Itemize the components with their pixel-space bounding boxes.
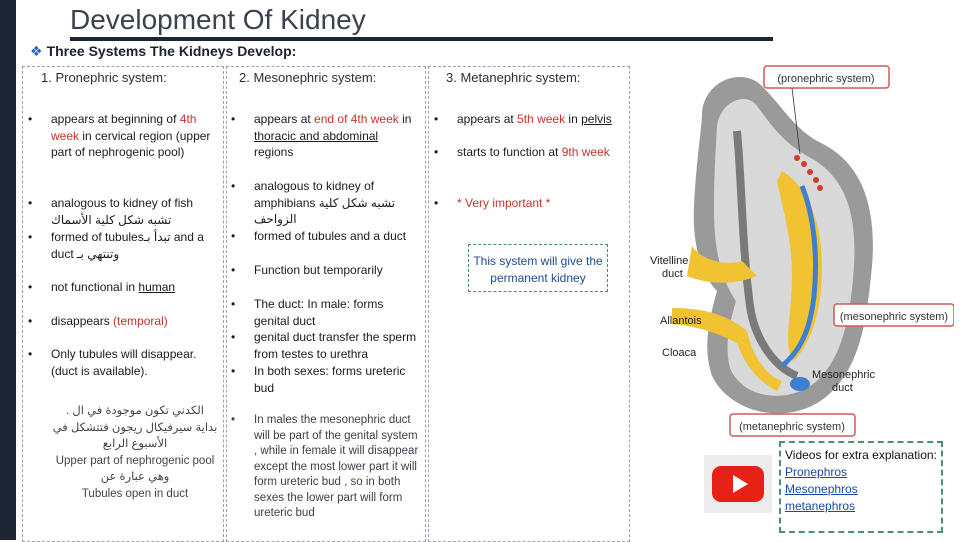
mesonephric-bullet-6: • genital duct transfer the sperm from testes to urethra [231, 330, 417, 361]
pronephric-bullet-4: • not functional in human [28, 280, 176, 294]
mesonephric-heading: 2. Mesonephric system: [239, 70, 377, 85]
pronephric-note: الكدني تكون موجودة في ال . بداية سيرفيكال ريجون فتتشكل في الأسبوع الرابع Upper part of nephrogenic pool وهي عبارة عن Tubules open in duct [52, 405, 218, 500]
subtitle-text: Three Systems The Kidneys Develop: [46, 43, 297, 59]
mesonephric-bullet-3: • formed of tubules and a duct [231, 229, 407, 243]
metanephros-video-link[interactable]: metanephros [785, 499, 856, 513]
bullet-dot: • [434, 196, 439, 210]
bullet-dot: • [231, 112, 236, 126]
bullet-dot: • [231, 297, 236, 311]
bullet-dot: • [231, 263, 236, 277]
bullet-dot: • [231, 364, 236, 378]
metanephric-bullet-3: • * Very important * [434, 196, 551, 210]
permanent-kidney-note: This system will give the permanent kidney [468, 244, 608, 292]
metanephric-label: (metanephric system) [739, 421, 845, 433]
page-subtitle [30, 42, 296, 60]
mesonephric-bullet-5: • The duct: In male: forms genital duct [231, 297, 384, 328]
bullet-dot: • [28, 230, 33, 244]
bullet-dot: • [28, 112, 33, 126]
bullet-dot: • [28, 347, 33, 361]
bullet-dot: • [28, 280, 33, 294]
pronephric-label: (pronephric system) [777, 73, 875, 85]
bullet-dot: • [28, 196, 33, 210]
pronephros-video-link[interactable]: Pronephros [785, 465, 848, 479]
pronephric-heading: 1. Pronephric system: [41, 70, 167, 85]
mesonephric-bullet-2: • analogous to kidney of amphibians تشبه شكل كلية الزواحف [231, 179, 395, 226]
metanephric-heading: 3. Metanephric system: [446, 70, 581, 85]
mesonephric-duct-label: Mesonephric duct [812, 369, 875, 394]
video-links-box [779, 441, 943, 533]
mesonephric-bullet-7: • In both sexes: forms ureteric bud [231, 364, 406, 395]
mesonephric-bullet-8: • In males the mesonephric duct will be part of the genital system , while in female it will disappear except the most lower part it will form ureteric bud , so in both sexes the lower part will form ureteric bud [231, 414, 419, 519]
page-title: Development Of Kidney [70, 4, 366, 35]
title-underline [70, 37, 773, 41]
metanephric-bullet-1: • appears at 5th week in pelvis [434, 112, 612, 126]
mesonephric-bullet-1: • appears at end of 4th week in thoracic and abdominal regions [231, 112, 412, 159]
pronephric-bullet-6: • Only tubules will disappear.(duct is available). [28, 347, 197, 378]
pronephric-bullet-2: • analogous to kidney of fish تشبه شكل كلية الأسماك [28, 196, 194, 227]
embryo-kidney-diagram [632, 46, 954, 438]
bullet-dot: • [231, 414, 236, 426]
pronephric-bullet-3: • formed of tubulesتبدأ بـ and a duct وتنتهي بـ [28, 230, 204, 261]
bullet-dot: • [434, 112, 439, 126]
youtube-video-thumbnail[interactable] [704, 455, 772, 513]
video-links-heading: Videos for extra explanation: [785, 448, 937, 462]
youtube-play-icon [704, 455, 772, 513]
metanephric-bullet-2: • starts to function at 9th week [434, 145, 610, 159]
bullet-dot: • [231, 330, 236, 344]
metanephric-column [428, 66, 630, 542]
mesonephric-label: (mesonephric system) [839, 311, 949, 323]
bullet-dot: • [231, 229, 236, 243]
vitelline-label: Vitelline duct [650, 255, 689, 280]
mesonephric-bullet-4: • Function but temporarily [231, 263, 383, 277]
pronephric-bullet-1: • appears at beginning of 4th week in cervical region (upper part of nephrogenic pool) [28, 112, 211, 159]
cloaca-label: Cloaca [662, 347, 697, 359]
left-accent-bar [0, 0, 16, 540]
bullet-dot: • [28, 314, 33, 328]
metanephros-bud [790, 377, 810, 391]
pronephric-bullet-5: • disappears (temporal) [28, 314, 168, 328]
allantois-label: Allantois [660, 315, 702, 327]
bullet-dot: • [434, 145, 439, 159]
diamond-bullet-icon: ❖ [30, 43, 43, 59]
mesonephros-video-link[interactable]: Mesonephros [785, 482, 858, 496]
bullet-dot: • [231, 179, 236, 193]
